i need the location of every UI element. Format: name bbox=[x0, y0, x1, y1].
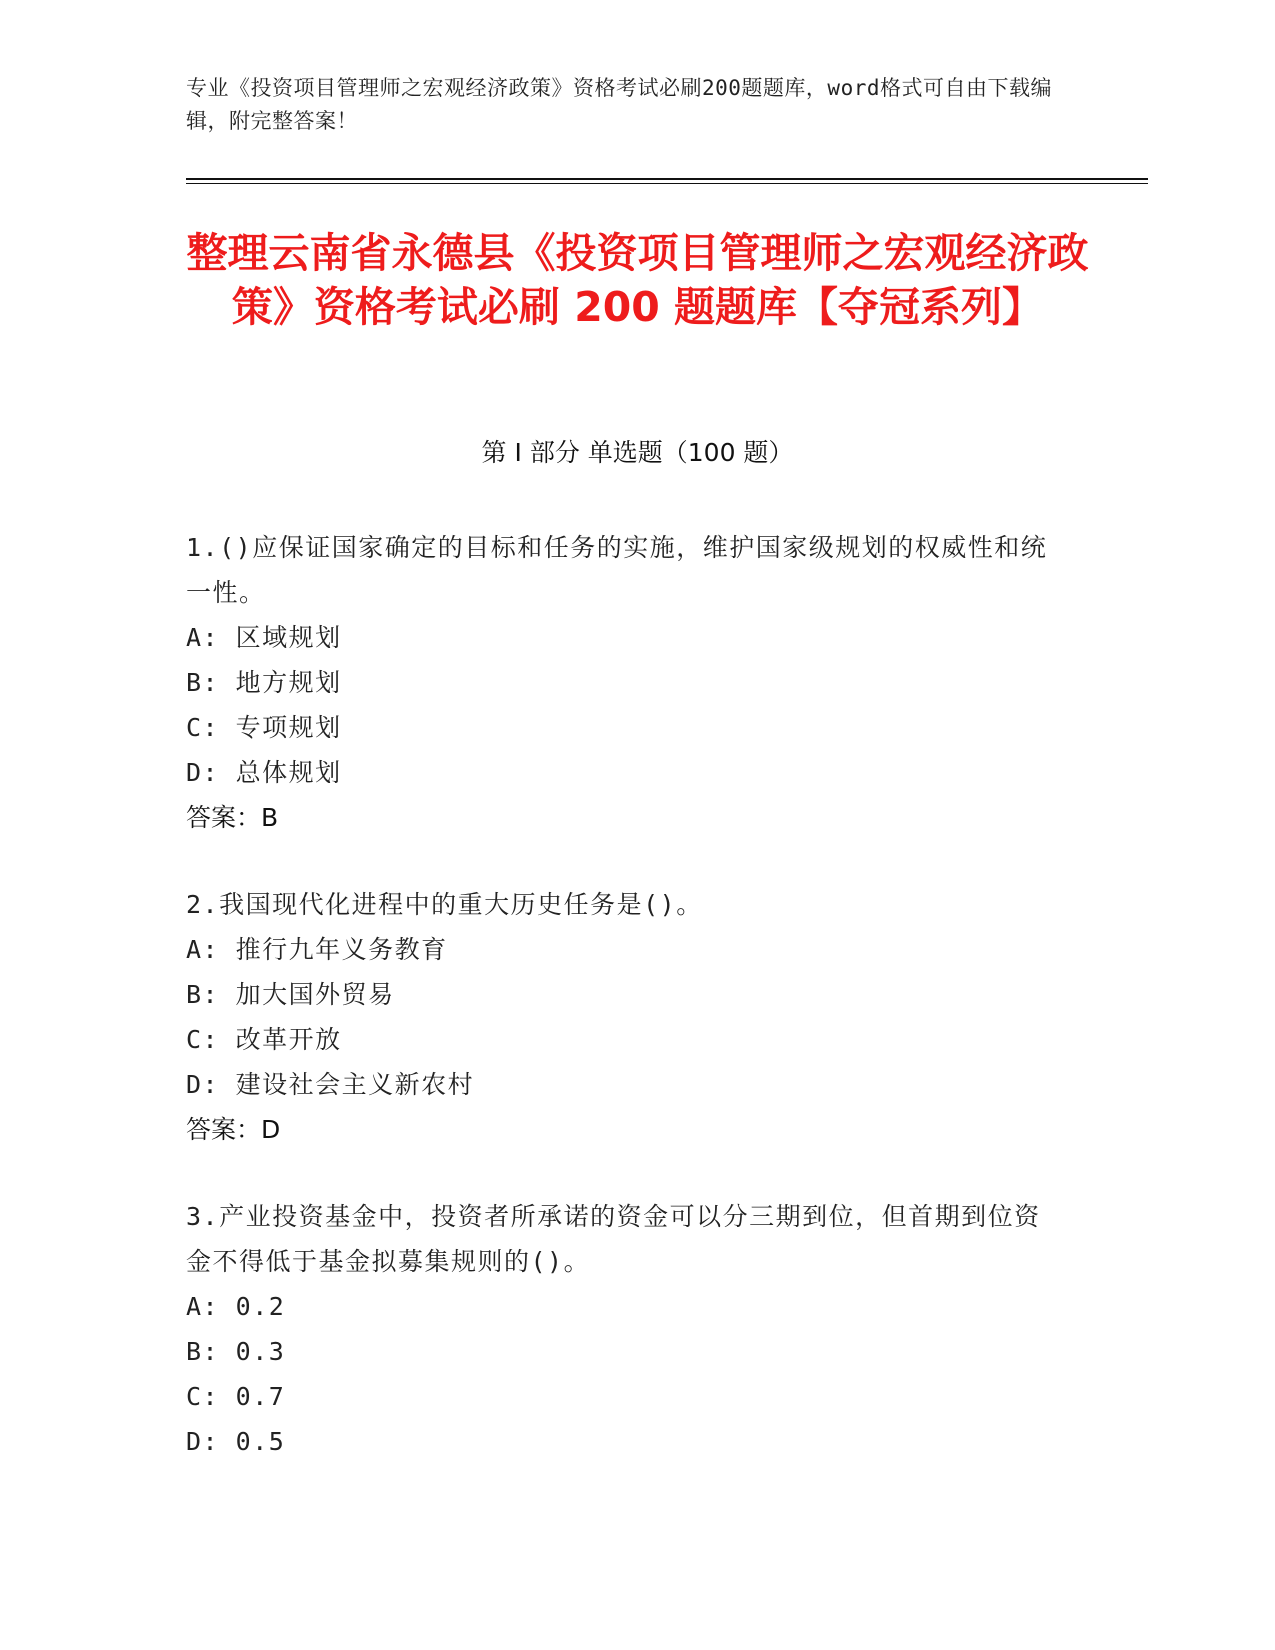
option-c: C: 0.7 bbox=[186, 1382, 286, 1411]
option-b: B: 0.3 bbox=[186, 1337, 286, 1366]
section-heading: 第 I 部分 单选题（100 题） bbox=[481, 438, 794, 467]
answer-line: 答案：D bbox=[186, 1115, 281, 1144]
answer-line: 答案：B bbox=[186, 803, 279, 832]
question-stem: 1.()应保证国家确定的目标和任务的实施，维护国家级规划的权威性和统一性。 bbox=[186, 533, 1048, 607]
question-3 bbox=[186, 1194, 1066, 1464]
question-stem: 2.我国现代化进程中的重大历史任务是()。 bbox=[186, 890, 703, 919]
option-d: D: 建设社会主义新农村 bbox=[186, 1070, 475, 1099]
question-list bbox=[186, 525, 1066, 1506]
option-a: A: 推行九年义务教育 bbox=[186, 935, 448, 964]
document-title: 整理云南省永德县《投资项目管理师之宏观经济政策》资格考试必刷 200 题题库【夺冠系列】 bbox=[186, 229, 1089, 331]
option-b: B: 地方规划 bbox=[186, 668, 342, 697]
header-divider bbox=[186, 178, 1148, 180]
option-d: D: 0.5 bbox=[186, 1427, 286, 1456]
question-1 bbox=[186, 525, 1066, 840]
header-note: 专业《投资项目管理师之宏观经济政策》资格考试必刷200题题库，word格式可自由下载编辑，附完整答案！ bbox=[186, 76, 1052, 133]
option-b: B: 加大国外贸易 bbox=[186, 980, 395, 1009]
option-c: C: 专项规划 bbox=[186, 713, 342, 742]
option-a: A: 区域规划 bbox=[186, 623, 342, 652]
option-d: D: 总体规划 bbox=[186, 758, 342, 787]
question-stem: 3.产业投资基金中，投资者所承诺的资金可以分三期到位，但首期到位资金不得低于基金拟募集规则的()。 bbox=[186, 1202, 1041, 1276]
option-c: C: 改革开放 bbox=[186, 1025, 342, 1054]
header-divider-thin bbox=[186, 183, 1148, 184]
option-a: A: 0.2 bbox=[186, 1292, 286, 1321]
question-2 bbox=[186, 882, 1066, 1152]
